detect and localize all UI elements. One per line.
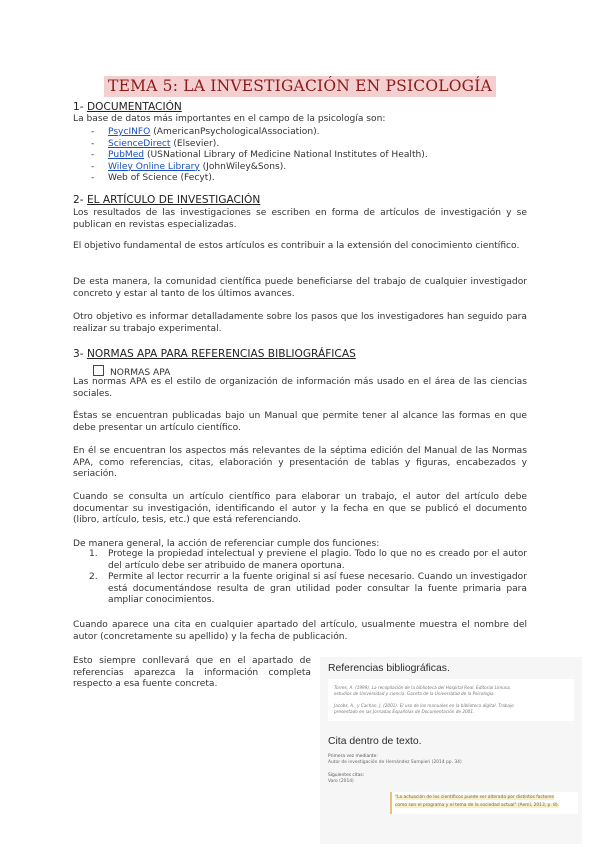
paragraph: Esto siempre conllevará que en el apartado de referencias aparezca la información completa respecto a esa fuente concreta. xyxy=(73,656,311,690)
paragraph: La base de datos más importantes en el campo de la psicología son: xyxy=(73,114,386,124)
reference-line: estudios de Universidad y ciencia. Gaceta de la Universidad de la Psicología. xyxy=(334,690,495,696)
list-item-text: Web of Science (Fecyt). xyxy=(108,173,215,183)
paragraph: De manera general, la acción de referenciar cumple dos funciones: xyxy=(73,539,380,549)
section-heading-articulo xyxy=(73,194,260,207)
paragraph: En él se encuentran los aspectos más relevantes de la séptima edición del Manual de las Normas APA, como referencias, citas, elaboración y presentación de tablas y figuras, encabezados y seriación. xyxy=(73,446,527,480)
section-title: EL ARTÍCULO DE INVESTIGACIÓN xyxy=(86,194,261,206)
list-item-text: Permite al lector recurrir a la fuente original si así fuese necesario. Cuando un investigador está documentándose resulta de gran utilidad poder consultar la fuente primaria para ampliar conocimientos. xyxy=(108,572,527,606)
section-heading-documentacion xyxy=(73,101,182,114)
list-item: - ScienceDirect (Elsevier). xyxy=(91,138,220,149)
page-title: TEMA 5: LA INVESTIGACIÓN EN PSICOLOGÍA xyxy=(104,76,496,97)
section-title: NORMAS APA PARA REFERENCIAS BIBLIOGRÁFICAS xyxy=(86,348,356,360)
list-item-text: (JohnWiley&Sons). xyxy=(199,161,287,172)
list-item: - PubMed (USNational Library of Medicine National Institutes of Health). xyxy=(91,150,428,160)
database-link[interactable]: PsycINFO xyxy=(108,127,151,137)
quote-line xyxy=(395,795,554,801)
paragraph: Las normas APA es el estilo de organización de información más usado en el área de las ciencias sociales. xyxy=(73,377,527,399)
list-item-text: (USNational Library of Medicine National Institutes of Health). xyxy=(144,150,428,160)
quote-text: como son el programa y el tema de la sociedad actual" (Aemi, 2013, p. 8). xyxy=(395,803,560,808)
list-item: - Web of Science (Fecyt). xyxy=(91,173,215,183)
functions-list xyxy=(89,549,527,607)
database-link[interactable]: Wiley Online Library xyxy=(108,161,200,172)
checkbox-label: NORMAS APA xyxy=(110,368,171,378)
list-item: - PsycINFO (AmericanPsychologicalAssociation). xyxy=(91,127,320,137)
paragraph: Éstas se encuentran publicadas bajo un Manual que permite tener al alcance las formas en que debe presentar un artículo científico. xyxy=(73,411,527,433)
database-list xyxy=(91,127,428,185)
reference-line: presentado en las Jornadas Españolas de Documentación de 2001. xyxy=(334,708,475,714)
reference-line: Torres, A. (1999). La recopilación de la biblioteca del Hospital Real. Editorial Limusa, xyxy=(334,685,511,690)
section-heading-normas xyxy=(73,348,356,361)
paragraph: Otro objetivo es informar detalladamente sobre los pasos que los investigadores han seguido para realizar su trabajo experimental. xyxy=(73,312,527,334)
section-number: 1- xyxy=(73,101,87,113)
citation-label: Siguientes citas: xyxy=(328,773,365,778)
paragraph: Cuando se consulta un artículo científico para elaborar un trabajo, el autor del artículo debe documentar su investigación, identificando el autor y la fecha en que se publicó el documento (libro, artículo, tesis, etc.) que está referenciando. xyxy=(73,492,527,526)
citation-example: Varo (2014) xyxy=(328,779,354,784)
figure-heading-references: Referencias bibliográficas. xyxy=(328,663,450,674)
citation-label: Primera vez mediante: xyxy=(328,754,378,759)
paragraph: Los resultados de las investigaciones se escriben en forma de artículos de investigación y se publican en revistas especializadas. xyxy=(73,208,527,230)
quote-text: "La actuación de los científicos puede ser alterada por distintos factores xyxy=(395,795,555,800)
list-item-text: Protege la propiedad intelectual y previene el plagio. Todo lo que no es creado por el autor del artículo debe ser atribuido de manera oportuna. xyxy=(108,549,527,571)
section-number: 3- xyxy=(73,348,87,360)
list-number: 1. xyxy=(89,549,98,559)
quote-example-box xyxy=(390,792,578,814)
apa-example-image xyxy=(320,657,582,844)
list-item xyxy=(89,572,527,607)
paragraph: De esta manera, la comunidad científica puede beneficiarse del trabajo de cualquier investigador concreto y estar al tanto de los últimos avances. xyxy=(73,277,527,299)
list-item-text: (Elsevier). xyxy=(170,138,220,149)
citation-example: Autor de investigación de Hernández Sampieri (2014 pp. 34) xyxy=(328,760,462,765)
list-item xyxy=(89,549,527,572)
database-link[interactable]: PubMed xyxy=(108,150,145,160)
reference-example-box xyxy=(328,679,574,721)
title-wrap xyxy=(0,76,600,97)
section-title: DOCUMENTACIÓN xyxy=(86,101,182,113)
paragraph: El objetivo fundamental de estos artículos es contribuir a la extensión del conocimiento científico. xyxy=(73,241,520,251)
list-item-text: (AmericanPsychologicalAssociation). xyxy=(150,127,320,137)
quote-line xyxy=(395,803,559,809)
section-number: 2- xyxy=(73,194,87,206)
figure-heading-citation: Cita dentro de texto. xyxy=(328,736,422,747)
list-number: 2. xyxy=(89,572,98,583)
database-link[interactable]: ScienceDirect xyxy=(108,138,171,149)
checkbox-icon[interactable] xyxy=(93,365,104,376)
paragraph: Cuando aparece una cita en cualquier apartado del artículo, usualmente muestra el nombre del autor (concretamente su apellido) y la fecha de publicación. xyxy=(73,620,527,642)
list-item: - Wiley Online Library (JohnWiley&Sons). xyxy=(91,161,287,172)
reference-line: Jacobs, A., y Cachan, J. (2001). El uso de los manuales en la biblioteca digital. Trabajo xyxy=(334,703,514,708)
